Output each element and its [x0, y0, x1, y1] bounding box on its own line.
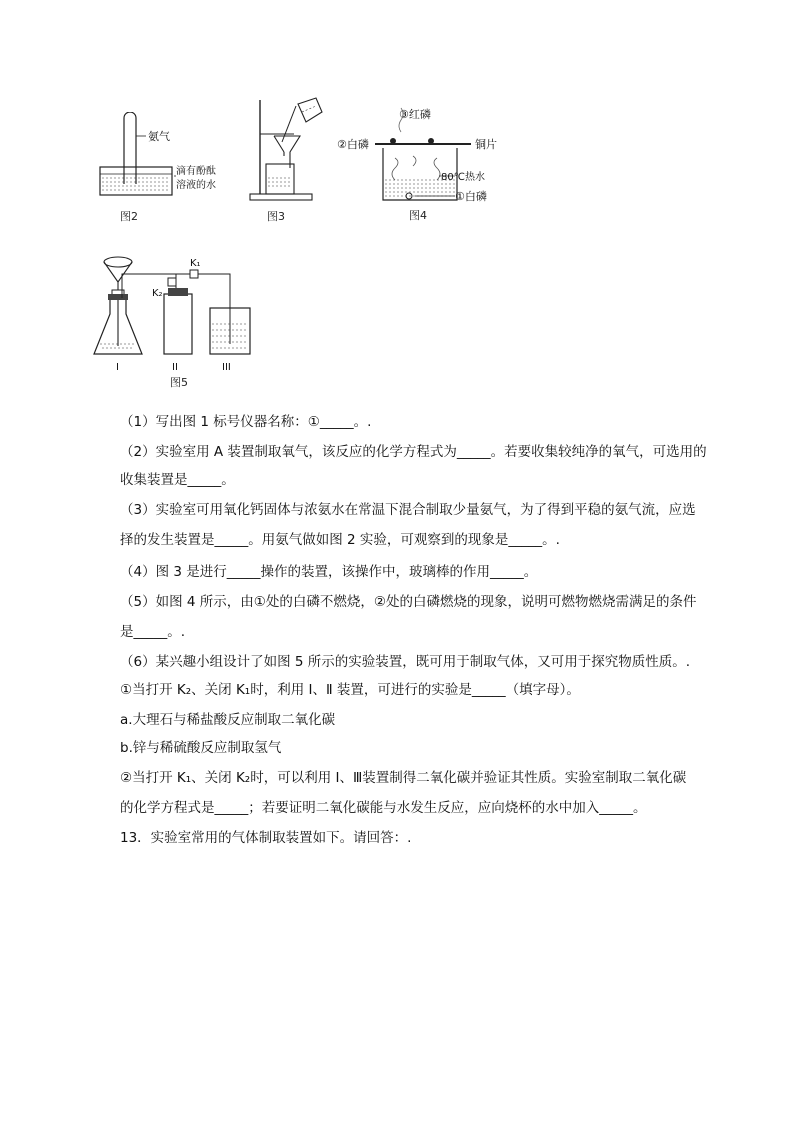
fig5-caption: 图5 [170, 376, 188, 389]
fig2-label-water-2: 溶液的水 [176, 180, 216, 191]
question-2-line-2: 收集装置是_____。 [120, 472, 235, 488]
fig5-label-k1: K₁ [190, 258, 201, 269]
question-1: （1）写出图 1 标号仪器名称：①_____。. [120, 414, 372, 430]
question-13: 13．实验室常用的气体制取装置如下。请回答：. [120, 830, 412, 846]
fig4-label-copper: 铜片 [475, 138, 497, 151]
fig4-label-hot-water: 80℃热水 [441, 172, 485, 183]
fig4-label-red-p: ③红磷 [399, 108, 431, 121]
question-6-part-1: ①当打开 K₂、关闭 K₁时，利用 Ⅰ、Ⅱ 装置，可进行的实验是_____（填字母）。 [120, 682, 580, 698]
option-a: a.大理石与稀盐酸反应制取二氧化碳 [120, 712, 336, 728]
fig2-caption: 图2 [120, 210, 138, 223]
question-3-line-2: 择的发生装置是_____。用氨气做如图 2 实验，可观察到的现象是_____。. [120, 532, 560, 548]
figure-5 [90, 250, 270, 372]
fig2-label-gas: 氨气 [148, 130, 170, 143]
fig5-label-i: I [116, 362, 119, 372]
fig4-caption: 图4 [409, 209, 427, 222]
question-6-part-2-line-1: ②当打开 K₁、关闭 K₂时，可以利用 Ⅰ、Ⅲ装置制得二氧化碳并验证其性质。实验室制取二氧化碳 [120, 770, 687, 786]
figure-2 [96, 112, 216, 202]
fig3-caption: 图3 [267, 210, 285, 223]
question-3-line-1: （3）实验室可用氧化钙固体与浓氨水在常温下混合制取少量氨气，为了得到平稳的氨气流，应选 [120, 502, 696, 518]
question-5-line-1: （5）如图 4 所示，由①处的白磷不燃烧，②处的白磷燃烧的现象，说明可燃物燃烧需满足的条件 [120, 594, 697, 610]
fig5-label-k2: K₂ [152, 288, 163, 299]
figure-3-drawing [238, 96, 328, 208]
figure-5-drawing [90, 250, 270, 372]
question-5-line-2: 是_____。. [120, 624, 186, 640]
figure-4-drawing [335, 104, 505, 204]
question-4: （4）图 3 是进行_____操作的装置，该操作中，玻璃棒的作用_____。 [120, 564, 538, 580]
question-6-part-2-line-2: 的化学方程式是_____；若要证明二氧化碳能与水发生反应，应向烧杯的水中加入_____。 [120, 800, 647, 816]
fig2-label-water-1: 滴有酚酞 [176, 166, 216, 177]
question-2-line-1: （2）实验室用 A 装置制取氧气，该反应的化学方程式为_____。若要收集较纯净的氧气，可选用的 [120, 444, 707, 460]
question-6-intro: （6）某兴趣小组设计了如图 5 所示的实验装置，既可用于制取气体，又可用于探究物质性质。. [120, 654, 691, 670]
figure-4 [335, 104, 505, 204]
fig5-label-iii: III [222, 362, 231, 372]
figure-3 [238, 96, 328, 208]
fig5-label-ii: II [172, 362, 178, 372]
figure-2-drawing [96, 112, 216, 202]
fig4-label-white-p2: ②白磷 [337, 138, 369, 151]
option-b: b.锌与稀硫酸反应制取氢气 [120, 740, 282, 756]
fig4-label-white-p1: ①白磷 [455, 190, 487, 203]
